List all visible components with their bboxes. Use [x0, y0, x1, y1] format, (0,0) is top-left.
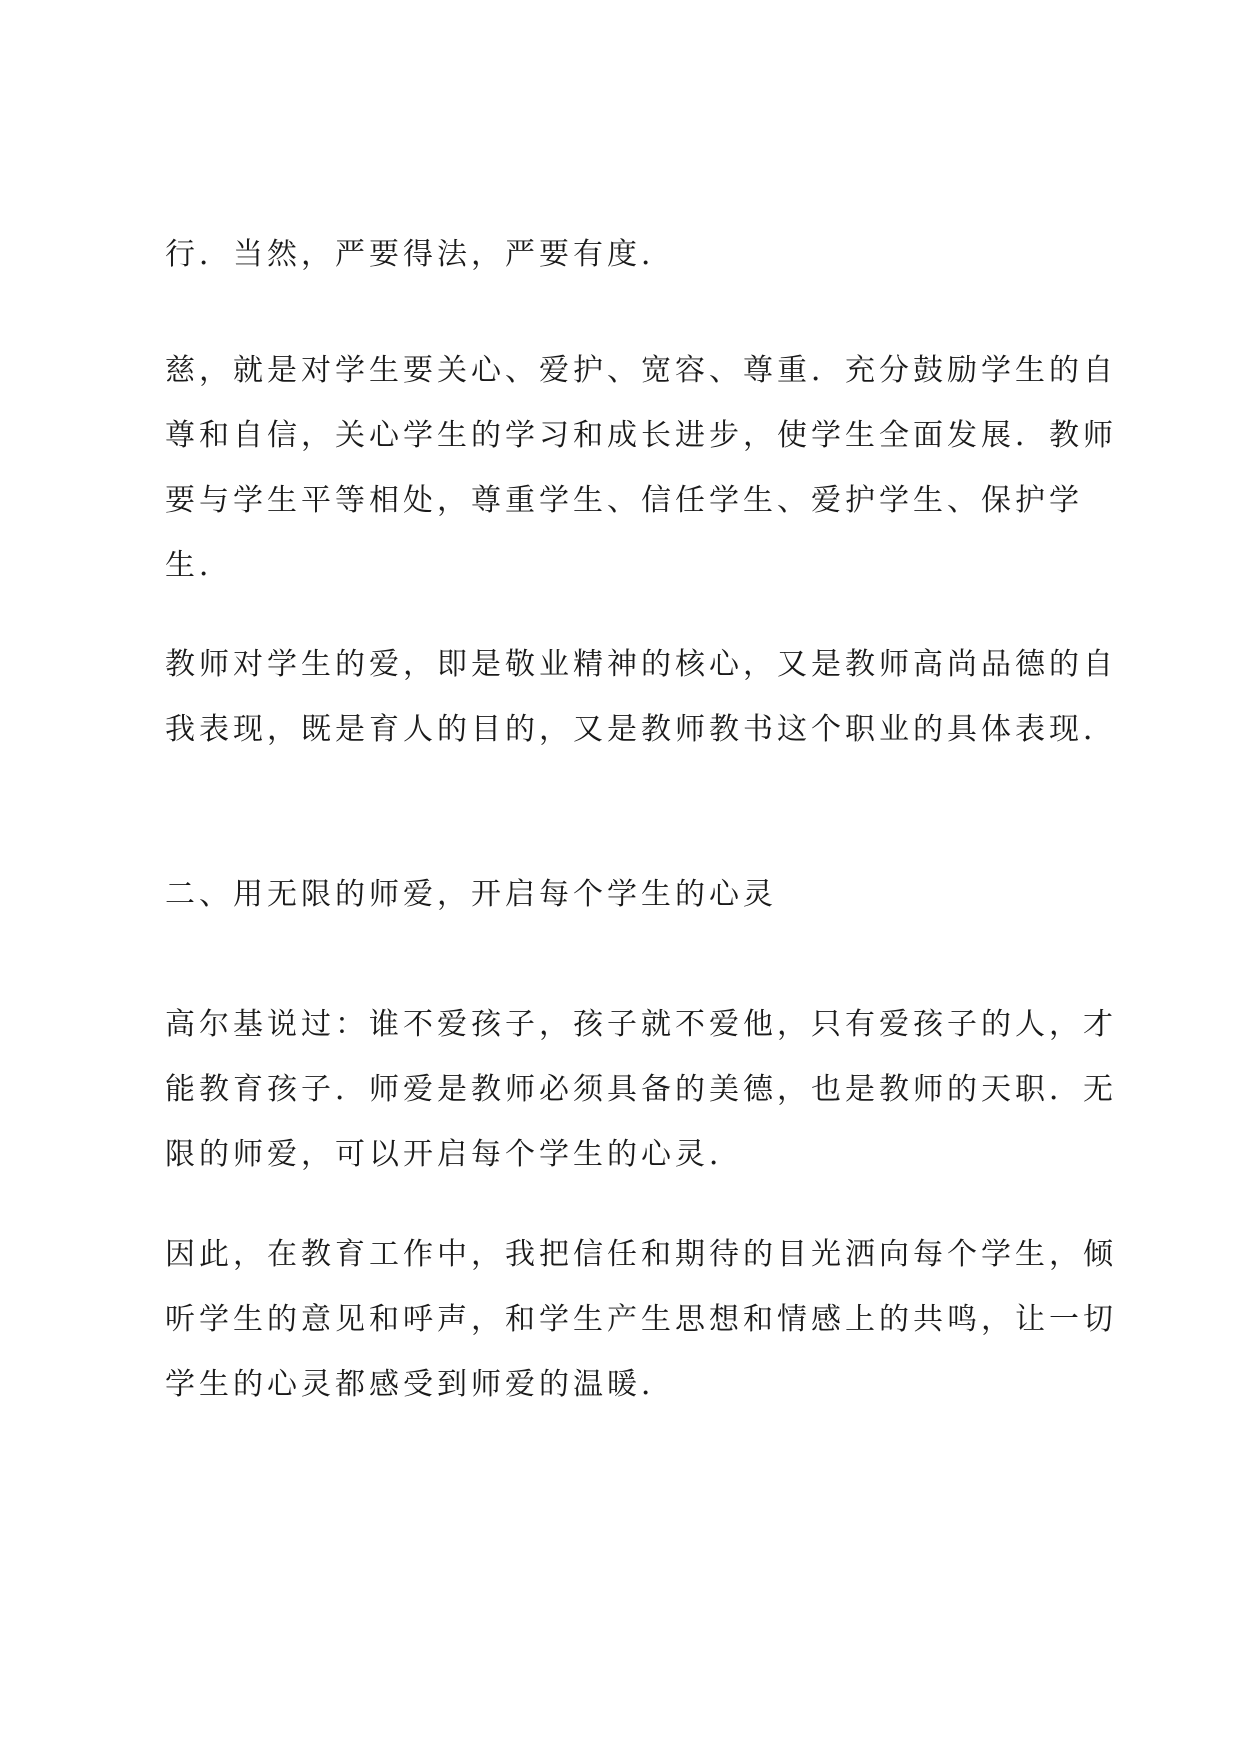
text-line: 学生的心灵都感受到师爱的温暖．: [165, 1367, 675, 1402]
section-heading: [165, 862, 1095, 927]
text-line: 二、用无限的师爱，开启每个学生的心灵: [165, 877, 777, 912]
text-line: 能教育孩子．师爱是教师必须具备的美德，也是教师的天职．无: [165, 1072, 1117, 1107]
text-line: 我表现，既是育人的目的，又是教师教书这个职业的具体表现．: [165, 712, 1117, 747]
text-line: 教师对学生的爱，即是敬业精神的核心，又是教师高尚品德的自: [165, 647, 1117, 682]
text-line: 因此，在教育工作中，我把信任和期待的目光洒向每个学生，倾: [165, 1237, 1117, 1272]
text-line: 行．当然，严要得法，严要有度．: [165, 237, 675, 272]
paragraph-3: [165, 632, 1117, 762]
text-line: 生．: [165, 548, 233, 583]
text-line: 要与学生平等相处，尊重学生、信任学生、爱护学生、保护学: [165, 483, 1083, 518]
text-line: 听学生的意见和呼声，和学生产生思想和情感上的共鸣，让一切: [165, 1302, 1117, 1337]
text-line: 高尔基说过：谁不爱孩子，孩子就不爱他，只有爱孩子的人，才: [165, 1007, 1117, 1042]
paragraph-2: [165, 338, 1117, 598]
text-line: 尊和自信，关心学生的学习和成长进步，使学生全面发展．教师: [165, 418, 1117, 453]
text-line: 限的师爱，可以开启每个学生的心灵．: [165, 1137, 743, 1172]
paragraph-4: [165, 992, 1117, 1187]
paragraph-1: [165, 222, 1095, 287]
paragraph-5: [165, 1222, 1117, 1417]
text-line: 慈，就是对学生要关心、爱护、宽容、尊重．充分鼓励学生的自: [165, 353, 1117, 388]
